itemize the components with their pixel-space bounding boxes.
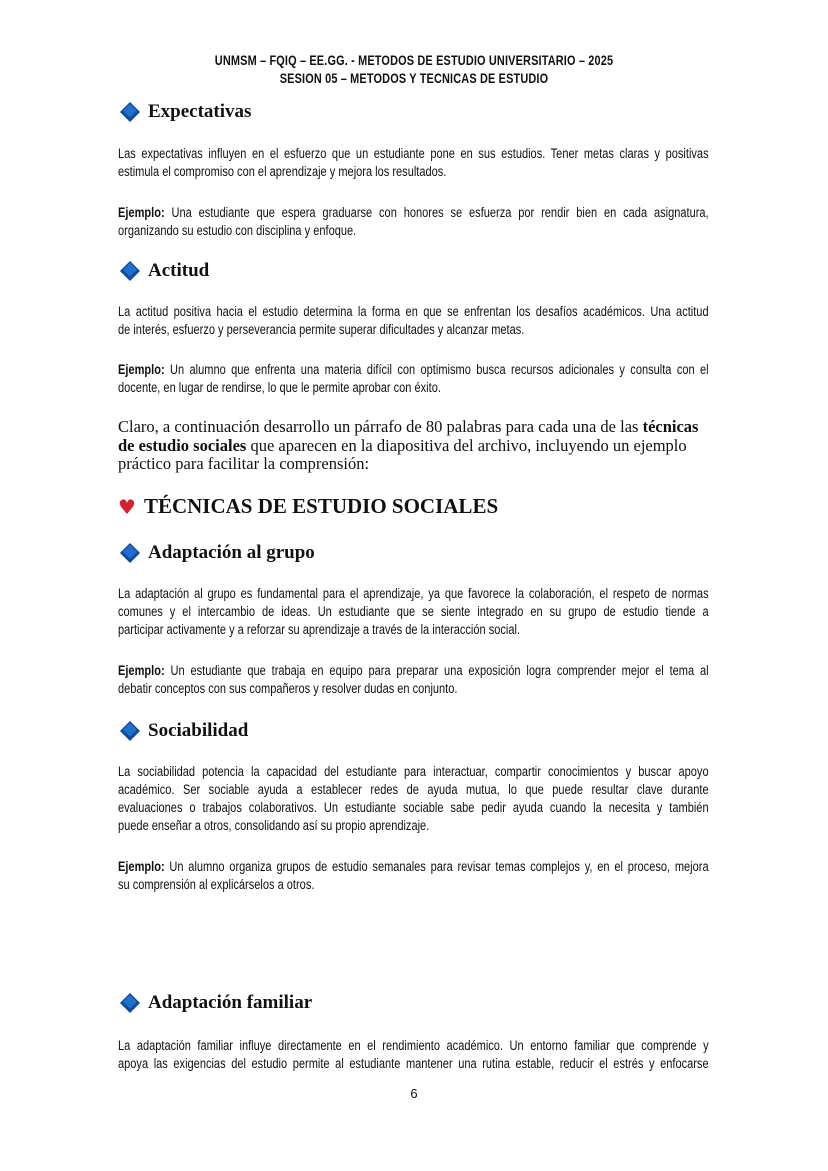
intro-paragraph — [118, 418, 710, 474]
text-line: La adaptación al grupo es fundamental para el aprendizaje, ya que favorece la colaboración, el respeto de normas — [118, 586, 709, 601]
paragraph-familiar — [118, 1037, 828, 1073]
example-grupo — [118, 662, 828, 698]
example-label: Ejemplo: — [118, 859, 165, 874]
text-line: La sociabilidad potencia la capacidad del estudiante para interactuar, compartir conocimientos y buscar apoyo — [118, 764, 709, 779]
heading-adaptacion-grupo — [120, 542, 315, 564]
text: práctico para facilitar la comprensión: — [118, 454, 370, 473]
section-heading — [118, 494, 498, 519]
text-line: estimula el compromiso con el aprendizaje y mejora los resultados. — [118, 164, 447, 179]
example-label: Ejemplo: — [118, 663, 165, 678]
heading-text: Sociabilidad — [148, 720, 249, 741]
heading-expectativas — [120, 101, 251, 123]
paragraph-actitud — [118, 303, 828, 339]
text-line: de interés, esfuerzo y perseverancia permite superar dificultades y alcanzar metas. — [118, 322, 525, 337]
diamond-icon — [120, 261, 140, 281]
diamond-icon — [120, 993, 140, 1013]
diamond-icon — [120, 543, 140, 563]
heading-text: Adaptación al grupo — [148, 542, 315, 563]
heart-icon: ♥ — [118, 494, 136, 519]
text-line: puede enseñar a otros, consolidando así su propio aprendizaje. — [118, 818, 430, 833]
diamond-icon — [120, 102, 140, 122]
text-line: apoya las exigencias del estudio permite al estudiante mantener una rutina estable, reducir el estrés y enfocarse — [118, 1056, 709, 1071]
text-line: Una estudiante que espera graduarse con honores se esfuerza por rendir bien en cada asignatura, — [164, 205, 709, 220]
text-line: académico. Ser sociable ayuda a establecer redes de ayuda mutua, lo que puede resultar clave durante — [118, 782, 709, 797]
text-line: participar activamente y a reforzar su aprendizaje a través de la interacción social. — [118, 622, 521, 637]
paragraph-sociabilidad — [118, 763, 828, 835]
paragraph-expectativas — [118, 145, 828, 181]
text-line: La actitud positiva hacia el estudio determina la forma en que se enfrentan los desafíos académicos. Una actitud — [118, 304, 709, 319]
heading-text: Adaptación familiar — [148, 992, 313, 1013]
text: que aparecen en la diapositiva del archivo, incluyendo un ejemplo — [246, 435, 687, 455]
text-line: Un alumno que enfrenta una materia difícil con optimismo busca recursos adicionales y consulta con el — [164, 362, 709, 377]
heading-actitud — [120, 260, 209, 282]
example-actitud — [118, 361, 828, 397]
text-line: su comprensión al explicárselos a otros. — [118, 877, 315, 892]
text-line: Las expectativas influyen en el esfuerzo que un estudiante pone en sus estudios. Tener metas claras y positivas — [118, 146, 709, 161]
text-line: evaluaciones o trabajos colaborativos. Un estudiante sociable sabe pedir ayuda cuando la necesita y también — [118, 800, 709, 815]
header-line-1: UNMSM – FQIQ – EE.GG. - METODOS DE ESTUDIO UNIVERSITARIO – 2025 — [214, 52, 614, 68]
example-label: Ejemplo: — [118, 205, 165, 220]
diamond-icon — [120, 721, 140, 741]
text-line: organizando su estudio con disciplina y enfoque. — [118, 223, 357, 238]
text-line: docente, en lugar de rendirse, lo que le permite aprobar con éxito. — [118, 380, 441, 395]
bold-text: técnicas — [642, 417, 699, 436]
example-label: Ejemplo: — [118, 362, 165, 377]
bold-text: de estudio sociales — [118, 435, 247, 455]
text-line: La adaptación familiar influye directamente en el rendimiento académico. Un entorno familiar que comprende y — [118, 1038, 709, 1053]
text: Claro, a continuación desarrollo un párrafo de 80 palabras para cada una de las — [118, 417, 643, 436]
text-line: Un estudiante que trabaja en equipo para preparar una exposición logra comprender mejor el tema al — [164, 663, 709, 678]
heading-sociabilidad — [120, 720, 248, 742]
page-number: 6 — [410, 1086, 418, 1101]
text-line: Un alumno organiza grupos de estudio semanales para revisar temas complejos y, en el proceso, mejora — [164, 859, 709, 874]
text-line: debatir conceptos con sus compañeros y resolver dudas en conjunto. — [118, 681, 458, 696]
heading-text: Actitud — [148, 260, 210, 281]
heading-text: TÉCNICAS DE ESTUDIO SOCIALES — [143, 494, 499, 518]
paragraph-grupo — [118, 585, 828, 639]
example-expectativas — [118, 204, 828, 240]
header-line-2: SESION 05 – METODOS Y TECNICAS DE ESTUDIO — [279, 70, 549, 86]
example-sociabilidad — [118, 858, 828, 894]
heading-adaptacion-familiar — [120, 992, 312, 1014]
heading-text: Expectativas — [148, 101, 252, 122]
text-line: comunes y el intercambio de ideas. Un estudiante que se siente integrado en su grupo de estudio tiende a — [118, 604, 709, 619]
